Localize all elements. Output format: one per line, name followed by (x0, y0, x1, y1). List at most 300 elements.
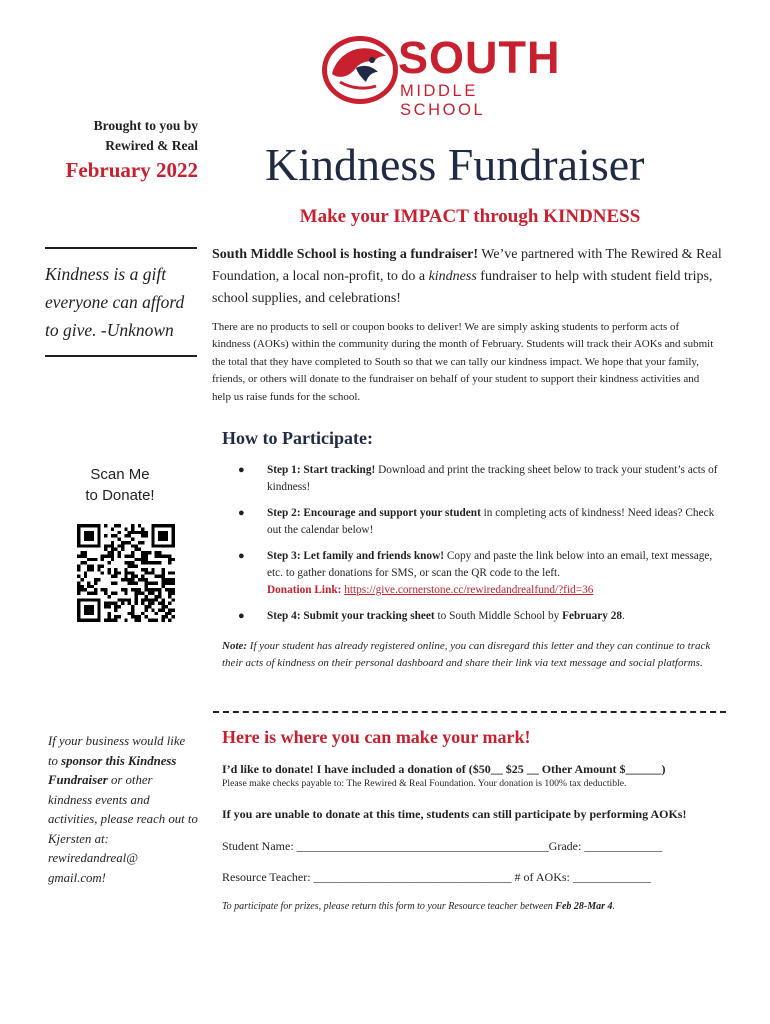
qr-module (155, 612, 158, 615)
prizes-text: To participate for prizes, please return this form to your Resource teacher between (222, 901, 556, 912)
qr-module (101, 558, 104, 561)
qr-module (168, 588, 171, 591)
qr-module (168, 578, 171, 581)
qr-module (91, 538, 94, 541)
intro-bold: South Middle School is hosting a fundraiser! (212, 247, 479, 262)
donation-link[interactable]: https://give.cornerstone.cc/rewiredandrealfund/?fid=36 (344, 584, 594, 596)
school-logo (320, 30, 570, 119)
form-heading: Here is where you can make your mark! (222, 727, 531, 747)
prizes-note (222, 901, 615, 912)
qr-module (97, 605, 100, 608)
qr-module (84, 554, 87, 557)
qr-module (91, 568, 94, 571)
qr-module (87, 531, 90, 534)
brought-line-1: Brought to you by (93, 118, 198, 133)
qr-module (121, 602, 124, 605)
qr-module (80, 585, 83, 588)
qr-module (111, 527, 114, 530)
qr-module (131, 561, 134, 564)
qr-module (145, 561, 148, 564)
qr-module (151, 561, 154, 564)
qr-module (141, 541, 144, 544)
qr-module (128, 534, 131, 537)
qr-module (87, 608, 90, 611)
qr-module (80, 588, 83, 591)
qr-module (124, 588, 127, 591)
cut-line-divider (213, 711, 726, 713)
qr-module (131, 612, 134, 615)
qr-module (84, 612, 87, 615)
qr-module (168, 524, 171, 527)
qr-module (158, 554, 161, 557)
qr-module (94, 558, 97, 561)
qr-module (134, 558, 137, 561)
qr-module (161, 568, 164, 571)
qr-module (107, 551, 110, 554)
qr-module (77, 619, 80, 622)
qr-module (77, 524, 80, 527)
qr-module (77, 588, 80, 591)
qr-module (158, 602, 161, 605)
qr-module (161, 538, 164, 541)
qr-module (84, 575, 87, 578)
qr-module (161, 534, 164, 537)
body-paragraph: There are no products to sell or coupon books to deliver! We are simply asking students to perform acts of kindness (AOKs) within the community during the month of February. Students will track their AOKs and submit the total that they have completed to South so that we can tally our kindness impact. We hope that your family, friends, or others will donate to the fundraiser on behalf of your student to support their kindness activities and help us raise funds for the school. (212, 321, 714, 403)
qr-module (114, 571, 117, 574)
step-2-text: in completing acts of kindness! Need ideas? Check out the calendar below! (267, 507, 715, 536)
qr-module (91, 544, 94, 547)
qr-module (158, 531, 161, 534)
qr-module (151, 571, 154, 574)
qr-module (165, 581, 168, 584)
qr-module (134, 619, 137, 622)
qr-module (87, 524, 90, 527)
qr-module (87, 598, 90, 601)
qr-module (104, 548, 107, 551)
qr-module (145, 608, 148, 611)
qr-module (145, 581, 148, 584)
qr-module (128, 602, 131, 605)
quote-top-rule (45, 247, 197, 249)
qr-module (118, 524, 121, 527)
qr-module (158, 524, 161, 527)
qr-module (97, 615, 100, 618)
qr-module (128, 598, 131, 601)
qr-module (161, 605, 164, 608)
qr-module (107, 602, 110, 605)
list-item (238, 462, 718, 496)
qr-module (134, 592, 137, 595)
scan-line-1: Scan Me (90, 466, 150, 483)
qr-module (131, 565, 134, 568)
qr-module (77, 531, 80, 534)
scan-label (45, 464, 195, 506)
brought-line-2: Rewired & Real (105, 138, 198, 153)
qr-module (151, 527, 154, 530)
sponsor-credit (40, 116, 198, 156)
qr-module (158, 534, 161, 537)
qr-module (84, 538, 87, 541)
list-item (238, 548, 718, 599)
qr-module (91, 585, 94, 588)
qr-module (134, 548, 137, 551)
qr-module (155, 561, 158, 564)
qr-module (161, 581, 164, 584)
qr-module (128, 578, 131, 581)
qr-module (77, 608, 80, 611)
qr-module (94, 598, 97, 601)
qr-module (87, 581, 90, 584)
qr-module (172, 598, 175, 601)
qr-module (97, 541, 100, 544)
qr-module (141, 578, 144, 581)
qr-module (101, 565, 104, 568)
qr-module (168, 571, 171, 574)
qr-module (138, 548, 141, 551)
sponsor-bold: sponsor this Kindness Fundraiser (48, 753, 177, 787)
qr-module (84, 608, 87, 611)
step-3-title: Step 3: Let family and friends know! (267, 550, 444, 562)
qr-module (168, 619, 171, 622)
qr-module (121, 578, 124, 581)
qr-module (172, 558, 175, 561)
qr-module (77, 615, 80, 618)
qr-module (107, 615, 110, 618)
qr-module (168, 544, 171, 547)
qr-module (165, 605, 168, 608)
qr-module (145, 554, 148, 557)
qr-module (91, 592, 94, 595)
month-label: February 2022 (65, 158, 198, 182)
qr-module (155, 544, 158, 547)
qr-module (77, 565, 80, 568)
qr-module (80, 544, 83, 547)
qr-module (84, 598, 87, 601)
qr-module (118, 531, 121, 534)
logo-subtitle: MIDDLE SCHOOL (400, 82, 486, 119)
qr-module (151, 581, 154, 584)
step-4-title: Step 4: Submit your tracking sheet (267, 610, 435, 622)
qr-module (145, 571, 148, 574)
qr-module (77, 544, 80, 547)
qr-module (168, 602, 171, 605)
qr-module (172, 578, 175, 581)
qr-module (158, 608, 161, 611)
qr-module (97, 578, 100, 581)
qr-module (80, 561, 83, 564)
qr-module (151, 608, 154, 611)
qr-module (172, 534, 175, 537)
qr-module (84, 531, 87, 534)
qr-module (124, 578, 127, 581)
qr-module (172, 615, 175, 618)
qr-module (101, 588, 104, 591)
qr-module (158, 538, 161, 541)
qr-module (97, 534, 100, 537)
qr-module (141, 568, 144, 571)
qr-module (165, 538, 168, 541)
qr-module (131, 538, 134, 541)
qr-module (97, 565, 100, 568)
qr-module (124, 541, 127, 544)
qr-module (97, 612, 100, 615)
qr-module (155, 588, 158, 591)
qr-module (172, 581, 175, 584)
qr-module (145, 558, 148, 561)
qr-module (131, 527, 134, 530)
qr-module (138, 558, 141, 561)
qr-module (131, 531, 134, 534)
qr-module (141, 602, 144, 605)
qr-module (80, 524, 83, 527)
qr-module (104, 554, 107, 557)
qr-module (134, 615, 137, 618)
qr-module (161, 608, 164, 611)
qr-module (161, 602, 164, 605)
qr-module (172, 571, 175, 574)
qr-module (87, 565, 90, 568)
qr-module (131, 551, 134, 554)
qr-module (131, 615, 134, 618)
qr-module (141, 598, 144, 601)
qr-module (84, 571, 87, 574)
step-3-text: Copy and paste the link below into an email, text message, etc. to gather donations for SMS, or scan the QR code to the left. (267, 550, 713, 579)
prizes-dates: Feb 28-Mar 4 (555, 901, 613, 912)
qr-module (151, 588, 154, 591)
qr-module (77, 568, 80, 571)
qr-module (84, 588, 87, 591)
qr-module (128, 565, 131, 568)
qr-module (161, 531, 164, 534)
qr-module (145, 605, 148, 608)
qr-module (168, 592, 171, 595)
qr-module (91, 608, 94, 611)
qr-module (168, 554, 171, 557)
qr-module (128, 581, 131, 584)
qr-module (87, 585, 90, 588)
qr-module (77, 581, 80, 584)
qr-module (151, 592, 154, 595)
qr-module (151, 544, 154, 547)
qr-module (155, 575, 158, 578)
intro-italic: kindness (428, 269, 477, 284)
qr-module (134, 565, 137, 568)
qr-module (107, 571, 110, 574)
resource-teacher-field[interactable]: Resource Teacher: _________________________________ # of AOKs: _____________ (222, 870, 651, 884)
qr-module (97, 619, 100, 622)
qr-module (77, 538, 80, 541)
qr-module (172, 544, 175, 547)
qr-module (134, 598, 137, 601)
qr-module (131, 554, 134, 557)
qr-module (128, 554, 131, 557)
qr-module (111, 541, 114, 544)
qr-module (118, 598, 121, 601)
qr-module (145, 578, 148, 581)
qr-module (111, 619, 114, 622)
qr-module (107, 612, 110, 615)
qr-module (148, 588, 151, 591)
qr-module (168, 561, 171, 564)
qr-module (94, 578, 97, 581)
qr-module (172, 592, 175, 595)
quote-bottom-rule (45, 355, 197, 357)
qr-module (87, 558, 90, 561)
qr-module (114, 608, 117, 611)
qr-module (134, 531, 137, 534)
qr-module (141, 612, 144, 615)
quote-line-2: everyone can afford (45, 292, 185, 312)
qr-module (168, 558, 171, 561)
qr-module (84, 524, 87, 527)
qr-module (124, 619, 127, 622)
qr-module (128, 531, 131, 534)
qr-module (138, 541, 141, 544)
qr-module (77, 612, 80, 615)
sponsor-text-a: If your business would like to (48, 734, 186, 768)
qr-module (145, 585, 148, 588)
qr-module (134, 581, 137, 584)
scan-line-2: to Donate! (85, 487, 155, 504)
qr-module (148, 581, 151, 584)
qr-module (87, 568, 90, 571)
qr-module (114, 602, 117, 605)
qr-module (114, 534, 117, 537)
qr-module (77, 602, 80, 605)
qr-module (111, 551, 114, 554)
qr-module (124, 571, 127, 574)
qr-module (84, 551, 87, 554)
qr-module (97, 598, 100, 601)
qr-module (145, 534, 148, 537)
qr-module (165, 554, 168, 557)
qr-module (151, 568, 154, 571)
qr-module (138, 531, 141, 534)
qr-module (128, 612, 131, 615)
qr-module (121, 598, 124, 601)
step-4-date: February 28 (562, 610, 623, 622)
qr-module (104, 619, 107, 622)
qr-module (155, 595, 158, 598)
qr-module (77, 554, 80, 557)
qr-module (148, 592, 151, 595)
kindness-quote (45, 260, 205, 344)
qr-module (114, 592, 117, 595)
qr-module (97, 527, 100, 530)
qr-module (148, 551, 151, 554)
qr-module (87, 612, 90, 615)
qr-module (172, 527, 175, 530)
qr-module (165, 615, 168, 618)
qr-module (141, 558, 144, 561)
qr-module (151, 598, 154, 601)
qr-module (131, 605, 134, 608)
qr-module (158, 592, 161, 595)
qr-module (148, 605, 151, 608)
unable-to-donate-line: If you are unable to donate at this time, students can still participate by performing AOKs! (222, 807, 687, 821)
prizes-end: . (612, 901, 616, 912)
qr-module (104, 605, 107, 608)
qr-module (104, 592, 107, 595)
qr-module (77, 605, 80, 608)
qr-module (165, 524, 168, 527)
bullet-icon: ● (238, 550, 245, 562)
qr-module (97, 602, 100, 605)
qr-module (134, 595, 137, 598)
qr-module (155, 551, 158, 554)
qr-module (91, 558, 94, 561)
qr-module (131, 588, 134, 591)
donation-link-label: Donation Link: (267, 584, 342, 596)
qr-module (94, 544, 97, 547)
donation-qr-code-icon[interactable] (77, 524, 175, 622)
qr-module (145, 595, 148, 598)
list-item (238, 608, 718, 625)
qr-module (107, 544, 110, 547)
qr-module (138, 592, 141, 595)
qr-module (155, 524, 158, 527)
qr-module (161, 598, 164, 601)
sponsor-text-c: or other kindness events and activities, please reach out to Kjersten at: rewiredandreal@ gmail.com! (48, 773, 198, 885)
qr-module (134, 544, 137, 547)
note-paragraph (222, 638, 717, 672)
qr-module (84, 619, 87, 622)
qr-module (141, 575, 144, 578)
qr-module (107, 595, 110, 598)
student-name-field[interactable]: Student Name: __________________________________________Grade: _____________ (222, 839, 663, 853)
qr-module (94, 592, 97, 595)
note-text: If your student has already registered online, you can disregard this letter and they can continue to track their acts of kindness on their personal dashboard and share their link via text message and social platforms. (222, 640, 711, 669)
qr-module (91, 524, 94, 527)
qr-module (141, 527, 144, 530)
qr-module (161, 575, 164, 578)
qr-module (165, 578, 168, 581)
qr-module (155, 581, 158, 584)
qr-module (121, 548, 124, 551)
qr-module (111, 602, 114, 605)
qr-module (141, 561, 144, 564)
qr-module (118, 544, 121, 547)
qr-module (158, 561, 161, 564)
qr-module (151, 602, 154, 605)
qr-module (111, 534, 114, 537)
qr-module (128, 541, 131, 544)
qr-module (114, 619, 117, 622)
qr-module (124, 592, 127, 595)
qr-module (138, 524, 141, 527)
qr-module (111, 548, 114, 551)
qr-module (118, 571, 121, 574)
donation-amount-line[interactable]: I’d like to donate! I have included a donation of ($50__ $25 __ Other Amount $______) (222, 762, 666, 776)
qr-module (134, 588, 137, 591)
qr-module (84, 534, 87, 537)
bullet-icon: ● (238, 464, 245, 476)
qr-module (128, 571, 131, 574)
qr-module (141, 592, 144, 595)
qr-module (138, 619, 141, 622)
qr-module (155, 554, 158, 557)
qr-module (87, 592, 90, 595)
qr-module (131, 544, 134, 547)
note-label: Note: (222, 640, 248, 652)
qr-module (161, 619, 164, 622)
qr-module (165, 531, 168, 534)
qr-module (94, 588, 97, 591)
qr-module (145, 551, 148, 554)
qr-module (91, 565, 94, 568)
qr-module (114, 605, 117, 608)
qr-module (80, 578, 83, 581)
